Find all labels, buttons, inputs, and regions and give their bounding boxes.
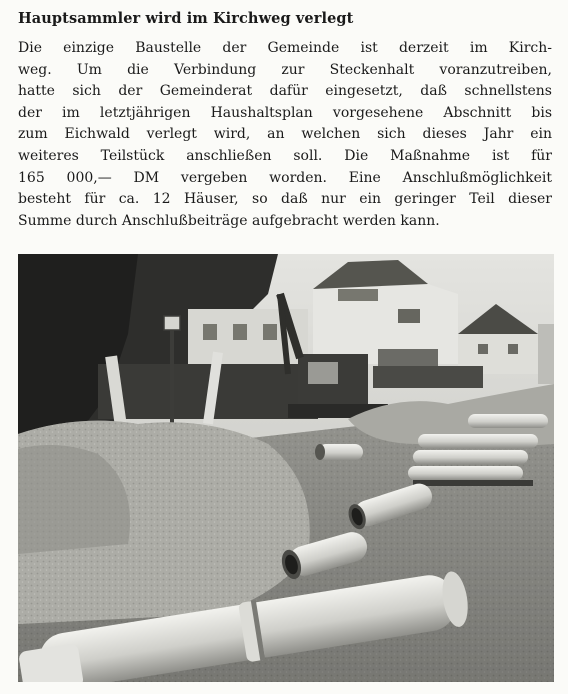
article-line: 165 000,— DM vergeben worden. Eine Anschlußmöglichkeit [18,169,552,186]
article-line: Die einzige Baustelle der Gemeinde ist derzeit im Kirch- [18,40,552,56]
pipe-section [315,444,363,460]
photo-illustration [18,254,554,682]
article-line: weg. Um die Verbindung zur Steckenhalt voranzutreiben, [18,61,552,78]
article-line: besteht für ca. 12 Häuser, so daß nur ein geringer Teil dieser [18,191,552,208]
article-headline: Hauptsammler wird im Kirchweg verlegt [18,10,354,27]
article-line: der im letztjährigen Haushaltsplan vorgesehene Abschnitt bis [18,104,552,121]
article-line: weiteres Teilstück anschließen soll. Die Maßnahme ist für [18,147,552,164]
article-line: zum Eichwald verlegt wird, an welchen sich dieses Jahr ein [18,126,552,143]
article-line: Summe durch Anschlußbeiträge aufgebracht werden kann. [18,212,440,229]
article-line: hatte sich der Gemeinderat dafür eingesetzt, daß schnellstens [18,83,552,100]
article-body [18,38,552,232]
street-lamp [170,324,174,424]
construction-photo [18,254,554,682]
